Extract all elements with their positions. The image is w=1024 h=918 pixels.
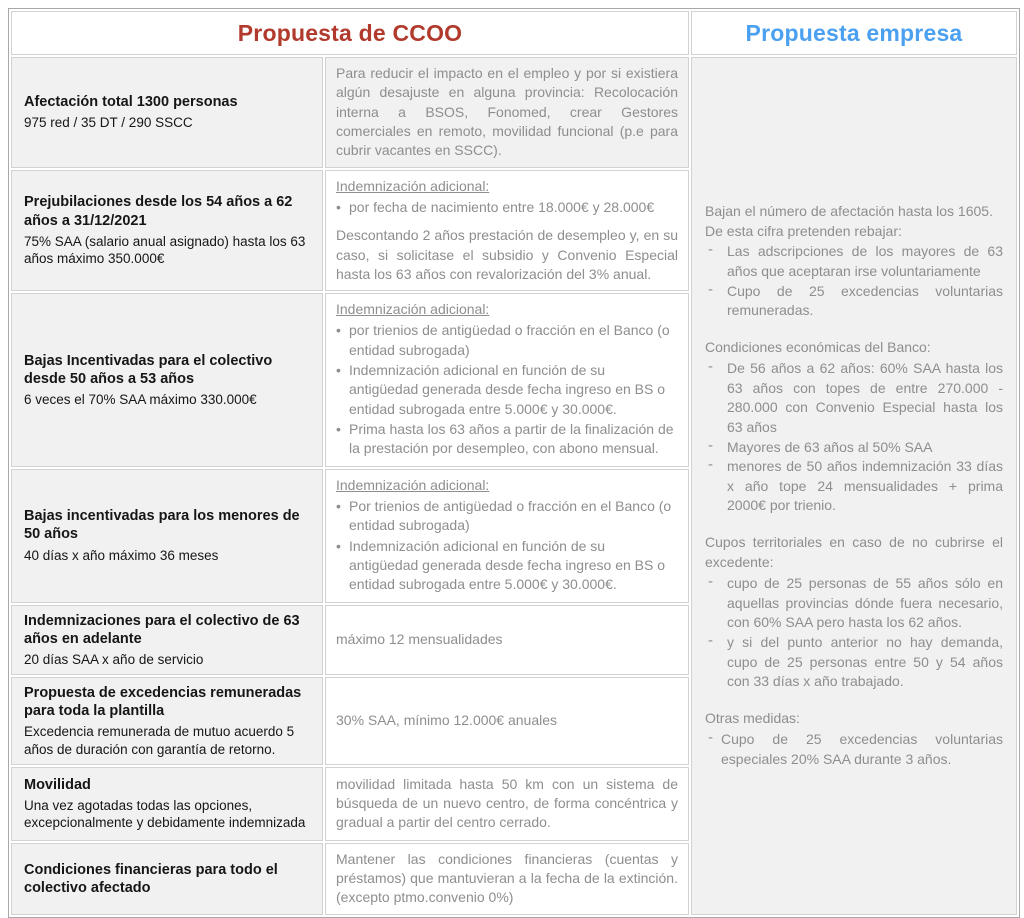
row-subtitle: 975 red / 35 DT / 290 SSCC: [24, 115, 193, 131]
row-afectacion: [11, 57, 1017, 168]
movilidad-title-cell: [11, 767, 323, 841]
prejubilaciones-title-cell: [11, 170, 323, 292]
empresa-intro-line2: De esta cifra pretenden rebajar:: [705, 222, 902, 239]
empresa-proposal-cell: [691, 57, 1017, 915]
bajas-50-53-detail-cell: [325, 293, 689, 467]
row-title: Prejubilaciones desde los 54 años a 62 años a 31/12/2021: [24, 194, 293, 229]
detail-paragraph: movilidad limitada hasta 50 km con un sistema de búsqueda de un nuevo centro, de forma concéntrica y gradual a partir del centro cerrado.: [336, 775, 678, 831]
empresa-proposal-content: [705, 202, 1003, 769]
movilidad-detail-cell: [325, 767, 689, 841]
indemnizaciones-63-title-cell: [11, 605, 323, 676]
list-item: - y si del punto anterior no hay demanda, cupo de 25 personas entre 50 y 54 años con 33 días x año trabajado.: [705, 633, 1003, 692]
row-title: Indemnizaciones para el colectivo de 63 años en adelante: [24, 612, 300, 647]
list-item: - menores de 50 años indemnización 33 días x año tope 24 mensualidades + prima 2000€ por trienio.: [705, 457, 1003, 516]
row-title: Bajas incentivadas para los menores de 50 años: [24, 508, 300, 543]
detail-paragraph: máximo 12 mensualidades: [336, 631, 503, 648]
empresa-intro-line1: Bajan el número de afectación hasta los 1605.: [705, 203, 993, 220]
list-item: - Mayores de 63 años al 50% SAA: [705, 438, 1003, 458]
detail-heading: Indemnización adicional:: [336, 476, 490, 493]
ccoo-column-header: [11, 11, 689, 55]
row-subtitle: 75% SAA (salario anual asignado) hasta los 63 años máximo 350.000€: [24, 233, 306, 266]
excedencias-title-cell: [11, 677, 323, 765]
list-item: • Indemnización adicional en función de su antigüedad generada desde fecha ingreso en BS o entidad subrogada entre 5.000€ y 30.000€.: [336, 537, 678, 595]
proposals-comparison-table: [8, 8, 1020, 918]
bajas-menores-50-detail-cell: [325, 469, 689, 603]
condiciones-financieras-title-cell: [11, 843, 323, 915]
list-item: • Indemnización adicional en función de su antigüedad generada desde fecha ingreso en BS o entidad subrogada entre 5.000€ y 30.000€.: [336, 361, 678, 419]
empresa-otras-list: [705, 730, 1003, 769]
list-item: • Por trienios de antigüedad o fracción en el Banco (o entidad subrogada): [336, 497, 678, 536]
detail-bullet-list: [336, 198, 678, 217]
empresa-rebajar-list: [705, 242, 1003, 320]
empresa-condiciones-heading: Condiciones económicas del Banco:: [705, 338, 931, 355]
list-item: • Prima hasta los 63 años a partir de la finalización de la prestación por desempleo, con abono mensual.: [336, 420, 678, 459]
row-subtitle: Excedencia remunerada de mutuo acuerdo 5 años de duración con garantía de retorno.: [24, 724, 295, 757]
row-title: Afectación total 1300 personas: [24, 94, 238, 111]
ccoo-header-label: Propuesta de CCOO: [237, 19, 463, 46]
empresa-condiciones-list: [705, 359, 1003, 516]
detail-paragraph: Para reducir el impacto en el empleo y por si existiera algún desajuste en alguna provincia: Recolocación interna a BSOS, Fonomed, crear Gestores comerciales en remoto, movilidad funcional (p.e para cubrir vacantes en SSCC).: [336, 65, 678, 159]
condiciones-financieras-detail-cell: [325, 843, 689, 915]
header-row: [11, 11, 1017, 55]
list-item: • por trienios de antigüedad o fracción en el Banco (o entidad subrogada): [336, 321, 678, 360]
list-item: - Cupo de 25 excedencias voluntarias especiales 20% SAA durante 3 años.: [705, 730, 1003, 769]
row-title: Propuesta de excedencias remuneradas para toda la plantilla: [24, 685, 302, 720]
row-subtitle: 40 días x año máximo 36 meses: [24, 547, 219, 563]
detail-paragraph: Mantener las condiciones financieras (cuentas y préstamos) que mantuvieran a la fecha de la extinción. (excepto ptmo.convenio 0%): [336, 850, 678, 906]
bajas-menores-50-title-cell: [11, 469, 323, 603]
list-item: - De 56 años a 62 años: 60% SAA hasta los 63 años con topes de entre 270.000 - 280.000 con Convenio Especial hasta los 63 años: [705, 359, 1003, 437]
detail-bullet-list: [336, 497, 678, 595]
detail-heading: Indemnización adicional:: [336, 177, 490, 194]
empresa-cupos-heading: Cupos territoriales en caso de no cubrirse el excedente:: [705, 534, 1003, 570]
empresa-cupos-list: [705, 574, 1003, 692]
empresa-header-label: Propuesta empresa: [745, 19, 963, 46]
row-title: Movilidad: [24, 776, 91, 793]
empresa-otras-heading: Otras medidas:: [705, 709, 800, 726]
prejubilaciones-detail-cell: [325, 170, 689, 292]
indemnizaciones-63-detail-cell: [325, 605, 689, 676]
detail-heading: Indemnización adicional:: [336, 301, 490, 318]
excedencias-detail-cell: [325, 677, 689, 765]
list-item: • por fecha de nacimiento entre 18.000€ y 28.000€: [336, 198, 678, 217]
afectacion-title-cell: [11, 57, 323, 168]
afectacion-detail-cell: [325, 57, 689, 168]
row-subtitle: Una vez agotadas todas las opciones, excepcionalmente y debidamente indemnizada: [24, 798, 306, 831]
row-title: Bajas Incentivadas para el colectivo desde 50 años a 53 años: [24, 352, 273, 387]
bajas-50-53-title-cell: [11, 293, 323, 467]
list-item: - cupo de 25 personas de 55 años sólo en aquellas provincias dónde fuera necesario, con 60% SAA pero hasta los 62 años.: [705, 574, 1003, 633]
row-subtitle: 20 días SAA x año de servicio: [24, 651, 204, 667]
empresa-column-header: [691, 11, 1017, 55]
detail-paragraph: 30% SAA, mínimo 12.000€ anuales: [336, 712, 558, 729]
list-item: - Cupo de 25 excedencias voluntarias remuneradas.: [705, 282, 1003, 321]
list-item: - Las adscripciones de los mayores de 63 años que aceptaran irse voluntariamente: [705, 242, 1003, 281]
row-title: Condiciones financieras para todo el colectivo afectado: [24, 861, 278, 896]
detail-bullet-list: [336, 321, 678, 458]
detail-paragraph: Descontando 2 años prestación de desempleo y, en su caso, si solicitase el subsidio y Convenio Especial hasta los 63 años con revalorización del 3% anual.: [336, 227, 678, 282]
row-subtitle: 6 veces el 70% SAA máximo 330.000€: [24, 391, 257, 407]
